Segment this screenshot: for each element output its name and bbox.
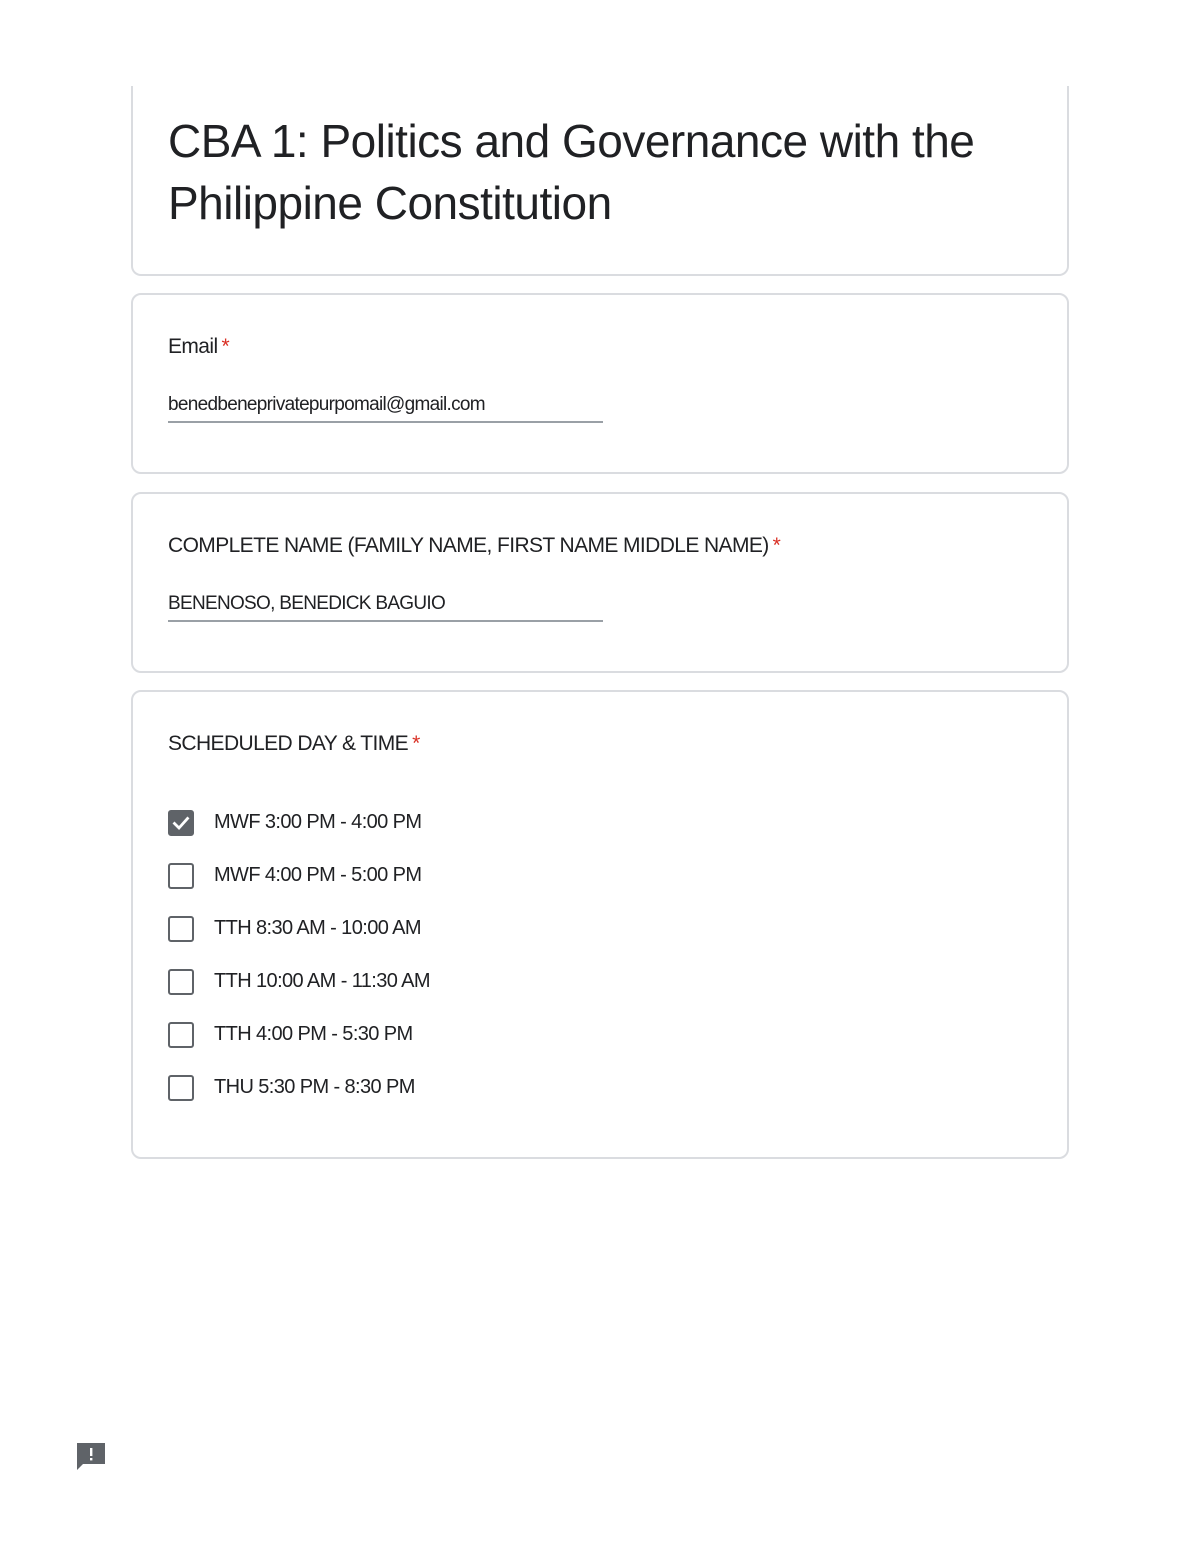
complete-name-field[interactable]: BENENOSO, BENEDICK BAGUIO bbox=[168, 592, 603, 622]
email-field[interactable]: benedbeneprivatepurpomail@gmail.com bbox=[168, 393, 603, 423]
email-label-text: Email bbox=[168, 335, 218, 358]
schedule-options bbox=[168, 796, 430, 1114]
schedule-option-label: THU 5:30 PM - 8:30 PM bbox=[214, 1076, 415, 1098]
schedule-label-text: SCHEDULED DAY & TIME bbox=[168, 732, 409, 755]
schedule-option-label: TTH 4:00 PM - 5:30 PM bbox=[214, 1023, 413, 1045]
schedule-option[interactable] bbox=[168, 1061, 430, 1114]
schedule-option[interactable] bbox=[168, 902, 430, 955]
schedule-option-label: MWF 3:00 PM - 4:00 PM bbox=[214, 811, 422, 833]
checkbox[interactable] bbox=[168, 916, 194, 942]
feedback-icon[interactable] bbox=[74, 1440, 108, 1474]
schedule-option-label: TTH 10:00 AM - 11:30 AM bbox=[214, 970, 430, 992]
checkbox[interactable] bbox=[168, 969, 194, 995]
form-title: CBA 1: Politics and Governance with the Philippine Constitution bbox=[168, 115, 975, 229]
schedule-question-card bbox=[131, 690, 1069, 1159]
checkbox[interactable] bbox=[168, 810, 194, 836]
required-asterisk: * bbox=[772, 534, 781, 557]
checkbox[interactable] bbox=[168, 863, 194, 889]
check-icon bbox=[171, 813, 191, 833]
checkbox[interactable] bbox=[168, 1022, 194, 1048]
schedule-option[interactable] bbox=[168, 955, 430, 1008]
schedule-option-label: MWF 4:00 PM - 5:00 PM bbox=[214, 864, 422, 886]
required-asterisk: * bbox=[412, 732, 420, 755]
name-label-text: COMPLETE NAME (FAMILY NAME, FIRST NAME MIDDLE NAME) bbox=[168, 534, 769, 557]
form-title-card bbox=[131, 86, 1069, 276]
checkbox[interactable] bbox=[168, 1075, 194, 1101]
email-question-card bbox=[131, 293, 1069, 474]
schedule-option[interactable] bbox=[168, 849, 430, 902]
email-question-label bbox=[168, 335, 229, 359]
name-question-card bbox=[131, 492, 1069, 673]
schedule-question-label bbox=[168, 732, 420, 756]
name-question-label bbox=[168, 534, 780, 558]
schedule-option[interactable] bbox=[168, 1008, 430, 1061]
schedule-option-label: TTH 8:30 AM - 10:00 AM bbox=[214, 917, 421, 939]
required-asterisk: * bbox=[221, 335, 230, 358]
schedule-option[interactable] bbox=[168, 796, 430, 849]
